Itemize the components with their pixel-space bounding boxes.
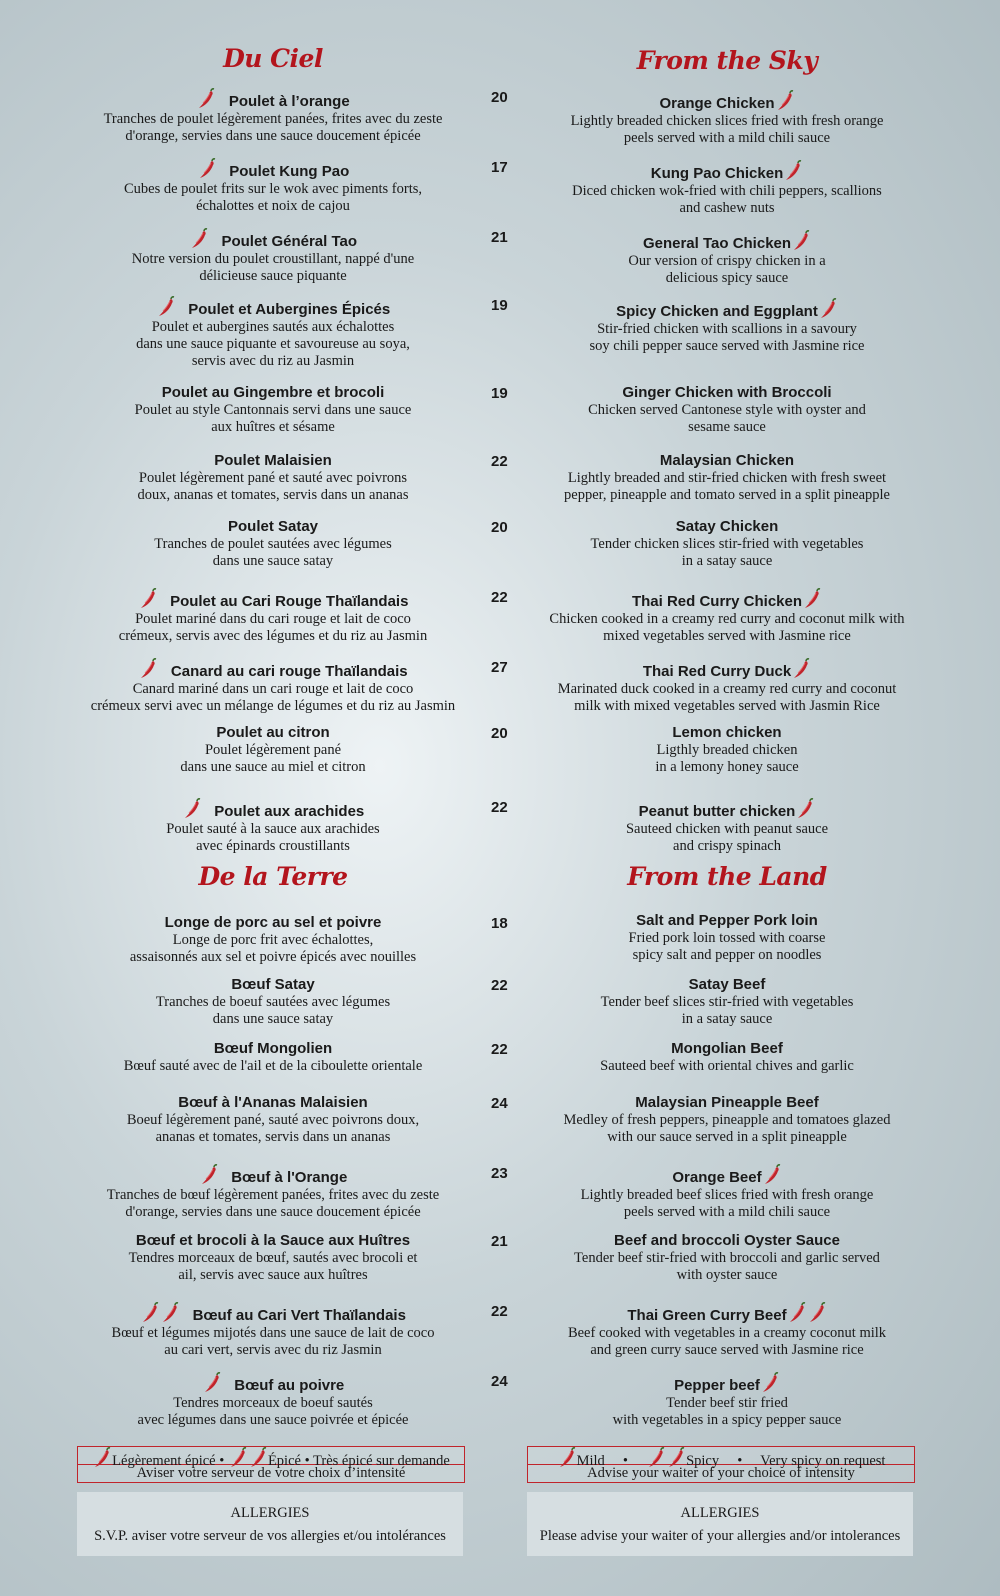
legend-mild: Légèrement épicé — [112, 1453, 216, 1469]
menu-item-name-text: Thai Red Curry Duck — [642, 663, 792, 680]
menu-item-name-text: Poulet Général Tao — [221, 233, 358, 250]
allergy-box — [527, 1492, 913, 1556]
bullet-icon: • — [219, 1453, 225, 1469]
menu-item-name-text: Bœuf à l'Ananas Malaisien — [178, 1094, 368, 1111]
menu-item-name-text: Mongolian Beef — [671, 1040, 783, 1057]
menu-item-name — [522, 1094, 932, 1112]
menu-item — [522, 976, 932, 1028]
menu-item-name — [522, 724, 932, 742]
menu-item-description: Bœuf sauté avec de l'ail et de la ciboulette orientale — [123, 1058, 423, 1074]
menu-item-price: 27 — [491, 659, 508, 676]
chili-icon — [197, 163, 217, 180]
menu-item-description: servis avec du riz au Jasmin — [191, 353, 355, 369]
menu-item-name — [68, 1164, 478, 1187]
chili-icon — [138, 593, 158, 610]
menu-item-name-text: Poulet Kung Pao — [229, 163, 350, 180]
chili-icon — [775, 95, 795, 112]
legend-very-spicy: Très épicé sur demande — [313, 1453, 450, 1469]
allergy-title: ALLERGIES — [680, 1505, 760, 1521]
menu-item-description: delicious spicy sauce — [665, 270, 789, 286]
chili-icon — [791, 663, 811, 680]
section-title-from-the-land: From the Land — [627, 862, 827, 891]
menu-item-name — [68, 1302, 478, 1325]
menu-item — [68, 1372, 478, 1429]
menu-item-description: Sauteed beef with oriental chives and garlic — [600, 1058, 854, 1074]
menu-item-description: Lightly breaded chicken slices fried with fresh orange — [570, 113, 884, 129]
allergy-box — [77, 1492, 463, 1556]
chili-icon — [202, 1377, 222, 1394]
spice-legend — [77, 1446, 465, 1483]
menu-item-name-text: Bœuf Satay — [231, 976, 315, 993]
menu-item-name-text: Thai Red Curry Chicken — [631, 593, 803, 610]
menu-item-description: milk with mixed vegetables served with Jasmin Rice — [574, 698, 880, 714]
chili-icon — [795, 803, 815, 820]
menu-item-name-text: Peanut butter chicken — [638, 803, 796, 820]
menu-item-name-text: Malaysian Pineapple Beef — [635, 1094, 819, 1111]
menu-item-name-text: Poulet à l’orange — [228, 93, 350, 110]
menu-item-name — [522, 976, 932, 994]
menu-item-name — [68, 724, 478, 742]
menu-item-description: délicieuse sauce piquante — [199, 268, 347, 284]
menu-item-description: Poulet au style Cantonnais servi dans une sauce — [134, 402, 412, 418]
menu-item-description: Beef cooked with vegetables in a creamy coconut milk — [567, 1325, 887, 1341]
menu-item — [68, 1040, 478, 1075]
menu-item — [522, 658, 932, 715]
menu-item-name-text: Longe de porc au sel et poivre — [164, 914, 382, 931]
menu-item-description: dans une sauce satay — [212, 1011, 334, 1027]
menu-item — [68, 976, 478, 1028]
menu-item — [68, 158, 478, 215]
menu-item-name — [68, 518, 478, 536]
menu-item-name — [68, 588, 478, 611]
menu-item-name — [68, 88, 478, 111]
legend-mild: Mild — [576, 1453, 605, 1469]
menu-item-name — [68, 228, 478, 251]
menu-item-price: 21 — [491, 1233, 508, 1250]
menu-item-name — [68, 1040, 478, 1058]
menu-item-description: and crispy spinach — [673, 838, 781, 854]
menu-item — [522, 1232, 932, 1284]
menu-item-description: pepper, pineapple and tomato served in a split pineapple — [564, 487, 890, 503]
menu-item-description: Tender beef slices stir-fried with vegetables — [600, 994, 854, 1010]
menu-item — [522, 90, 932, 147]
menu-item-name — [522, 658, 932, 681]
section-title-du-ciel: Du Ciel — [223, 44, 323, 73]
menu-item-description: Stir-fried chicken with scallions in a savoury — [597, 321, 857, 337]
menu-item-description: soy chili pepper sauce served with Jasmine rice — [589, 338, 865, 354]
menu-item-description: in a satay sauce — [681, 553, 773, 569]
menu-item-description: Boeuf légèrement pané, sauté avec poivrons doux, — [126, 1112, 420, 1128]
menu-item-description: ail, servis avec sauce aux huîtres — [178, 1267, 368, 1283]
menu-item-description: Tender beef stir fried — [666, 1395, 788, 1411]
menu-item-description: Tranches de poulet légèrement panées, frites avec du zeste — [103, 111, 443, 127]
menu-item — [68, 1094, 478, 1146]
menu-item — [68, 658, 478, 715]
menu-item-price: 22 — [491, 589, 508, 606]
menu-item-description: Lightly breaded beef slices fried with fresh orange — [580, 1187, 874, 1203]
chili-icon — [762, 1169, 782, 1186]
menu-item-description: Poulet légèrement pané — [204, 742, 342, 758]
menu-item-name — [68, 914, 478, 932]
menu-item-description: Tender chicken slices stir-fried with vegetables — [590, 536, 864, 552]
menu-item — [522, 1302, 932, 1359]
menu-item-description: Tranches de boeuf sautées avec légumes — [155, 994, 391, 1010]
menu-item — [68, 724, 478, 776]
menu-item — [522, 452, 932, 504]
menu-item — [522, 518, 932, 570]
menu-item-description: Fried pork loin tossed with coarse — [628, 930, 826, 946]
menu-item-name-text: Bœuf à l'Orange — [231, 1169, 348, 1186]
menu-item — [522, 1164, 932, 1221]
section-title-de-la-terre: De la Terre — [198, 862, 348, 891]
french-menu-column — [68, 0, 508, 1596]
section-title-from-the-sky: From the Sky — [636, 46, 818, 75]
menu-item-price: 20 — [491, 519, 508, 536]
menu-item-description: assaisonnés aux sel et poivre épicés avec nouilles — [129, 949, 417, 965]
menu-item-description: Medley of fresh peppers, pineapple and tomatoes glazed — [563, 1112, 891, 1128]
menu-item-name-text: Poulet au Gingembre et brocoli — [161, 384, 385, 401]
menu-item — [522, 230, 932, 287]
menu-item-description: d'orange, servies dans une sauce doucement épicée — [125, 1204, 421, 1220]
menu-item-name-text: Poulet et Aubergines Épicés — [188, 301, 391, 318]
legend-very-spicy: Very spicy on request — [760, 1453, 886, 1469]
menu-item-name-text: Salt and Pepper Pork loin — [636, 912, 818, 929]
menu-item-name — [68, 296, 478, 319]
menu-item-name-text: Bœuf au poivre — [234, 1377, 345, 1394]
menu-item-description: aux huîtres et sésame — [211, 419, 335, 435]
menu-item-name-text: Poulet Satay — [227, 518, 319, 535]
menu-item-price: 18 — [491, 915, 508, 932]
spice-legend-advise: Advise your waiter of your choice of intensity — [587, 1465, 855, 1481]
menu-item — [522, 298, 932, 355]
menu-item-name-text: Satay Chicken — [675, 518, 779, 535]
menu-item-description: with oyster sauce — [676, 1267, 778, 1283]
menu-item-name-text: Poulet au Cari Rouge Thaïlandais — [170, 593, 409, 610]
menu-item-description: crémeux servi avec un mélange de légumes et du riz au Jasmin — [90, 698, 456, 714]
menu-item-name — [522, 160, 932, 183]
bullet-icon: • — [304, 1453, 310, 1469]
menu-item — [68, 88, 478, 145]
menu-item-name-text: General Tao Chicken — [642, 235, 792, 252]
menu-item-description: dans une sauce piquante et savoureuse au soya, — [136, 336, 410, 352]
menu-item-description: mixed vegetables served with Jasmine rice — [603, 628, 851, 644]
chili-icon — [182, 803, 202, 820]
menu-item-name — [68, 1232, 478, 1250]
menu-item-name — [522, 1164, 932, 1187]
spice-legend-advise: Aviser votre serveur de votre choix d’intensité — [136, 1465, 406, 1481]
menu-item — [68, 228, 478, 285]
menu-item-name-text: Malaysian Chicken — [659, 452, 795, 469]
menu-item-name — [522, 518, 932, 536]
menu-item-name-text: Beef and broccoli Oyster Sauce — [614, 1232, 840, 1249]
menu-item-description: Cubes de poulet frits sur le wok avec piments forts, — [124, 181, 422, 197]
menu-item-name-text: Ginger Chicken with Broccoli — [622, 384, 832, 401]
menu-item-price: 20 — [491, 725, 508, 742]
chili-icon — [189, 233, 209, 250]
menu-item-price: 22 — [491, 799, 508, 816]
menu-item-description: Marinated duck cooked in a creamy red curry and coconut — [557, 681, 897, 697]
menu-item-description: doux, ananas et tomates, servis dans un ananas — [137, 487, 409, 503]
menu-item-name — [522, 1232, 932, 1250]
chili-icon — [138, 663, 158, 680]
menu-item — [68, 384, 478, 436]
menu-item-description: Tendres morceaux de bœuf, sautés avec brocoli et — [128, 1250, 418, 1266]
chili-icon — [557, 1453, 577, 1469]
menu-item — [68, 588, 478, 645]
menu-item-name — [68, 1094, 478, 1112]
menu-item — [68, 1232, 478, 1284]
menu-item-description: Tender beef stir-fried with broccoli and garlic served — [574, 1250, 880, 1266]
menu-item-description: peels served with a mild chili sauce — [623, 1204, 831, 1220]
menu-item-name-text: Canard au cari rouge Thaïlandais — [170, 663, 408, 680]
menu-item — [522, 1094, 932, 1146]
spice-legend-scale — [78, 1447, 464, 1469]
menu-item — [522, 912, 932, 964]
menu-item-name — [522, 588, 932, 611]
menu-item-name-text: Satay Beef — [688, 976, 766, 993]
menu-item-name-text: Orange Beef — [672, 1169, 762, 1186]
chili-icon — [92, 1453, 112, 1469]
menu-item — [68, 914, 478, 966]
menu-item-description: Poulet légèrement pané et sauté avec poivrons — [138, 470, 408, 486]
menu-item-name — [68, 1372, 478, 1395]
menu-item-description: Diced chicken wok-fried with chili peppers, scallions — [572, 183, 882, 199]
menu-item-description: Tendres morceaux de boeuf sautés — [173, 1395, 373, 1411]
menu-item-description: dans une sauce au miel et citron — [180, 759, 366, 775]
menu-item — [68, 518, 478, 570]
menu-item — [522, 588, 932, 645]
menu-item-description: peels served with a mild chili sauce — [623, 130, 831, 146]
legend-spicy: Épicé — [267, 1453, 301, 1469]
bullet-icon: • — [622, 1453, 628, 1469]
menu-item-description: in a satay sauce — [681, 1011, 773, 1027]
menu-item-name — [522, 798, 932, 821]
menu-item-description: Poulet mariné dans du cari rouge et lait de coco — [135, 611, 411, 627]
menu-item-name — [68, 158, 478, 181]
menu-item-description: and cashew nuts — [679, 200, 775, 216]
menu-item-description: au cari vert, servis avec du riz Jasmin — [164, 1342, 382, 1358]
menu-item-description: with vegetables in a spicy pepper sauce — [612, 1412, 842, 1428]
menu-item-description: Chicken served Cantonese style with oyster and — [588, 402, 866, 418]
menu-item-description: Lightly breaded and stir-fried chicken with fresh sweet — [567, 470, 887, 486]
chili-icon — [783, 165, 803, 182]
menu-item-price: 21 — [491, 229, 508, 246]
menu-item-description: Poulet et aubergines sautés aux échalottes — [151, 319, 395, 335]
menu-item — [522, 1372, 932, 1429]
menu-item — [68, 1164, 478, 1221]
menu-item-name — [522, 1302, 932, 1325]
menu-item-description: Longe de porc frit avec échalottes, — [172, 932, 374, 948]
menu-item-name-text: Poulet Malaisien — [214, 452, 332, 469]
double-chili-icon — [140, 1307, 180, 1324]
menu-item-name — [522, 90, 932, 113]
menu-item-description: Ligthly breaded chicken — [656, 742, 798, 758]
menu-item-name-text: Bœuf et brocoli à la Sauce aux Huîtres — [135, 1232, 411, 1249]
menu-item-description: in a lemony honey sauce — [655, 759, 799, 775]
menu-item-name — [522, 912, 932, 930]
menu-item-name — [522, 1040, 932, 1058]
menu-item-name — [522, 452, 932, 470]
menu-item-description: Poulet sauté à la sauce aux arachides — [166, 821, 380, 837]
menu-item-price: 17 — [491, 159, 508, 176]
chili-icon — [791, 235, 811, 252]
menu-item-description: ananas et tomates, servis dans un ananas — [155, 1129, 391, 1145]
menu-item-description: dans une sauce satay — [212, 553, 334, 569]
menu-item-price: 20 — [491, 89, 508, 106]
menu-item — [522, 724, 932, 776]
menu-item-description: sesame sauce — [688, 419, 766, 435]
menu-item-name-text: Poulet aux arachides — [214, 803, 365, 820]
menu-item-description: avec légumes dans une sauce poivrée et épicée — [137, 1412, 409, 1428]
menu-item-name — [68, 384, 478, 402]
spice-legend-scale — [528, 1447, 914, 1469]
menu-item-name — [68, 798, 478, 821]
menu-item-name — [68, 976, 478, 994]
menu-item-price: 22 — [491, 1303, 508, 1320]
menu-item-description: and green curry sauce served with Jasmine rice — [590, 1342, 864, 1358]
menu-item-price: 19 — [491, 297, 508, 314]
menu-item-description: Canard mariné dans un cari rouge et lait de coco — [132, 681, 414, 697]
menu-item — [522, 160, 932, 217]
menu-item-description: Tranches de poulet sautées avec légumes — [154, 536, 392, 552]
allergy-title: ALLERGIES — [230, 1505, 310, 1521]
menu-item-price: 24 — [491, 1095, 508, 1112]
menu-item — [68, 1302, 478, 1359]
chili-icon — [760, 1377, 780, 1394]
menu-item-price: 22 — [491, 1041, 508, 1058]
chili-icon — [196, 93, 216, 110]
allergy-text: Please advise your waiter of your allergies and/or intolerances — [539, 1528, 901, 1544]
menu-item — [522, 384, 932, 436]
menu-item-name-text: Poulet au citron — [216, 724, 330, 741]
menu-item-description: Bœuf et légumes mijotés dans une sauce de lait de coco — [111, 1325, 435, 1341]
menu-item-name-text: Spicy Chicken and Eggplant — [616, 303, 818, 320]
menu-item-name — [68, 658, 478, 681]
menu-item-name-text: Lemon chicken — [672, 724, 782, 741]
menu-item — [522, 1040, 932, 1075]
menu-item-description: d'orange, servies dans une sauce doucement épicée — [125, 128, 421, 144]
menu-item-price: 23 — [491, 1165, 508, 1182]
double-chili-icon — [787, 1307, 827, 1324]
menu-item-name — [68, 452, 478, 470]
menu-item-description: Sauteed chicken with peanut sauce — [625, 821, 829, 837]
menu-item-price: 22 — [491, 977, 508, 994]
english-menu-column — [522, 0, 932, 1596]
menu-item-description: Our version of crispy chicken in a — [628, 253, 826, 269]
menu-item — [68, 798, 478, 855]
menu-item-description: Tranches de bœuf légèrement panées, frites avec du zeste — [106, 1187, 440, 1203]
legend-spicy: Spicy — [686, 1453, 720, 1469]
menu-item-price: 19 — [491, 385, 508, 402]
menu-item-description: échalottes et noix de cajou — [196, 198, 350, 214]
menu-item-description: Notre version du poulet croustillant, nappé d'une — [131, 251, 415, 267]
menu-item-name — [522, 1372, 932, 1395]
spice-legend — [527, 1446, 915, 1483]
menu-item-price: 24 — [491, 1373, 508, 1390]
menu-item-description: crémeux, servis avec des légumes et du riz au Jasmin — [118, 628, 428, 644]
menu-item-description: with our sauce served in a split pineapple — [607, 1129, 847, 1145]
menu-item-price: 22 — [491, 453, 508, 470]
chili-icon — [199, 1169, 219, 1186]
menu-item-name — [522, 230, 932, 253]
menu-item-name-text: Bœuf Mongolien — [213, 1040, 333, 1057]
menu-item-name-text: Orange Chicken — [659, 95, 775, 112]
menu-item — [522, 798, 932, 855]
menu-item-name-text: Pepper beef — [674, 1377, 760, 1394]
menu-item-name — [522, 384, 932, 402]
menu-item-name — [522, 298, 932, 321]
menu-item-description: avec épinards croustillants — [196, 838, 350, 854]
menu-item-description: Chicken cooked in a creamy red curry and coconut milk with — [549, 611, 905, 627]
menu-item-name-text: Kung Pao Chicken — [650, 165, 784, 182]
chili-icon — [802, 593, 822, 610]
menu-item-name-text: Thai Green Curry Beef — [627, 1307, 787, 1324]
menu-item-description: spicy salt and pepper on noodles — [632, 947, 822, 963]
chili-icon — [818, 303, 838, 320]
menu-item-name-text: Bœuf au Cari Vert Thaïlandais — [192, 1307, 406, 1324]
chili-icon — [156, 301, 176, 318]
allergy-text: S.V.P. aviser votre serveur de vos allergies et/ou intolérances — [94, 1528, 446, 1544]
bullet-icon: • — [737, 1453, 743, 1469]
menu-item — [68, 296, 478, 370]
menu-item — [68, 452, 478, 504]
